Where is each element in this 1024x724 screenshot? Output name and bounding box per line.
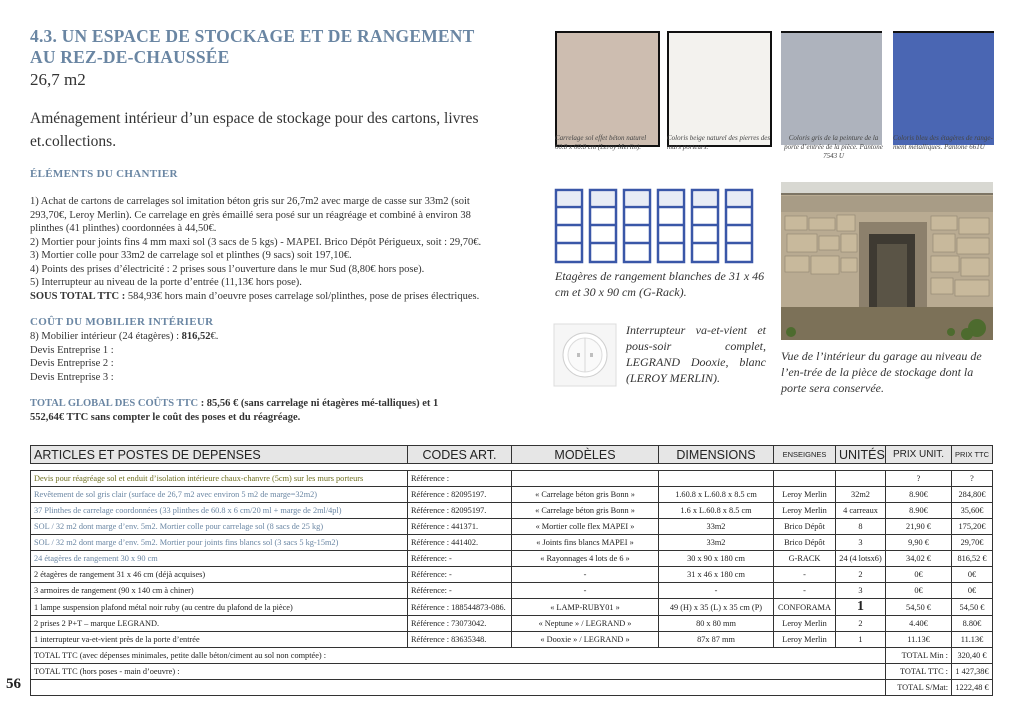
code-cell: Référence : 441402. <box>408 535 512 551</box>
total-value: 320,40 € <box>952 648 993 664</box>
article-cell: 2 prises 2 P+T – marque LEGRAND. <box>31 616 408 632</box>
unit-price-cell: ? <box>886 471 952 487</box>
dimension-cell: 80 x 80 mm <box>659 616 774 632</box>
chantier-item-1: 1) Achat de cartons de carrelages sol imitation béton gris sur 26,7m2 avec marge de casse sur 33m2 (soit 293,70€, Leroy Merlin). Ce carrelage en grès émaillé sera posé sur un réagréage et combiné à environ 38 plinthes (41 plinthes) coordonnées à 44,50€. <box>30 196 471 234</box>
unit-price-cell: 54,50 € <box>886 599 952 616</box>
store-cell: G-RACK <box>774 551 836 567</box>
devis-3: Devis Entreprise 3 : <box>30 371 114 383</box>
dimension-cell: 33m2 <box>659 519 774 535</box>
total-value: 1 427,38€ <box>952 664 993 680</box>
unit-price-cell: 8.90€ <box>886 503 952 519</box>
units-cell: 1 <box>836 599 886 616</box>
page-title: 4.3. UN ESPACE DE STOCKAGE ET DE RANGEMENT AU REZ-DE-CHAUSSÉE <box>30 26 475 67</box>
swatch-door-grey <box>781 31 882 145</box>
chantier-item-4: 4) Points des prises d’électricité : 2 prises sous l’ouverture dans le mur Sud (8,80€ hors pose). <box>30 263 425 275</box>
unit-price-cell: 0€ <box>886 567 952 583</box>
article-cell: Revêtement de sol gris clair (surface de 26,7 m2 avec environ 5 m2 de marge=32m2) <box>31 487 408 503</box>
article-cell: 3 armoires de rangement (90 x 140 cm à chiner) <box>31 583 408 599</box>
mobilier-item-8 <box>30 330 495 344</box>
table-gap <box>31 464 993 471</box>
total-label: TOTAL TTC (avec dépenses minimales, petite dalle béton/ciment au sol non comptée) : <box>31 648 886 664</box>
header-models: MODÈLES <box>512 446 659 464</box>
price-cell: 816,52 € <box>952 551 993 567</box>
header-stores: ENSEIGNES <box>774 446 836 464</box>
units-cell: 4 carreaux <box>836 503 886 519</box>
chantier-item-2: 2) Mortier pour joints fins 4 mm maxi sol (3 sacs de 5 kgs) - MAPEI. Brico Dépôt Périgueux, soit : 29,70€. <box>30 236 482 248</box>
article-cell: 24 étagères de rangement 30 x 90 cm <box>31 551 408 567</box>
table-row <box>31 503 993 519</box>
devis-2: Devis Entreprise 2 : <box>30 358 114 369</box>
model-cell: - <box>512 567 659 583</box>
article-cell: SOL / 32 m2 dont marge d’env. 5m2. Mortier colle pour carrelage sol (8 sacs de 25 kg) <box>31 519 408 535</box>
store-cell: Leroy Merlin <box>774 632 836 648</box>
store-cell: - <box>774 567 836 583</box>
table-row <box>31 632 993 648</box>
units-cell: 32m2 <box>836 487 886 503</box>
store-cell: Brico Dépôt <box>774 535 836 551</box>
dimension-cell: 31 x 46 x 180 cm <box>659 567 774 583</box>
price-cell: 29,70€ <box>952 535 993 551</box>
switch-image <box>553 323 617 387</box>
model-cell: - <box>512 583 659 599</box>
model-cell: « Dooxie » / LEGRAND » <box>512 632 659 648</box>
article-cell: 1 lampe suspension plafond métal noir ruby (au centre du plafond de la pièce) <box>31 599 408 616</box>
article-cell: 2 étagères de rangement 31 x 46 cm (déjà acquises) <box>31 567 408 583</box>
mobilier-title: COÛT DU MOBILIER INTÉRIEUR <box>30 316 214 328</box>
code-cell: Référence: - <box>408 551 512 567</box>
table-row <box>31 616 993 632</box>
swatch-stone <box>667 31 772 147</box>
table-row <box>31 487 993 503</box>
unit-price-cell: 0€ <box>886 583 952 599</box>
table-row <box>31 583 993 599</box>
model-cell: « Carrelage béton gris Bonn » <box>512 487 659 503</box>
price-cell: 175,20€ <box>952 519 993 535</box>
unit-price-cell: 21,90 € <box>886 519 952 535</box>
table-header <box>31 446 993 464</box>
price-cell: 8.80€ <box>952 616 993 632</box>
store-cell: Leroy Merlin <box>774 616 836 632</box>
units-cell: 3 <box>836 535 886 551</box>
units-cell: 2 <box>836 567 886 583</box>
dimension-cell: - <box>659 583 774 599</box>
code-cell: Référence : 83635348. <box>408 632 512 648</box>
units-cell: 1 <box>836 632 886 648</box>
article-cell: SOL / 32 m2 dont marge d’env. 5m2. Mortier pour joints fins blancs sol (3 sacs 5 kg-15m2) <box>31 535 408 551</box>
article-cell: Devis pour réagréage sol et enduit d’isolation intérieure chaux-chanvre (5cm) sur les murs porteurs <box>31 471 408 487</box>
swatch-caption-3: Coloris gris de la peinture de la porte d’entrée de la pièce. Pantone 7543 U <box>784 134 883 160</box>
intro-text: Aménagement intérieur d’un espace de stockage pour des cartons, livres et.collections. <box>30 110 479 150</box>
code-cell: Référence : 82095197. <box>408 503 512 519</box>
chantier-subtotal <box>30 290 495 304</box>
unit-price-cell: 11.13€ <box>886 632 952 648</box>
header-price: PRIX TTC <box>952 446 993 464</box>
store-cell: CONFORAMA <box>774 599 836 616</box>
total-row <box>31 648 993 664</box>
unit-price-cell: 9,90 € <box>886 535 952 551</box>
mobilier-list <box>30 330 495 384</box>
price-cell: 0€ <box>952 583 993 599</box>
article-cell: 37 Plinthes de carrelage coordonnées (33 plinthes de 60.8 x 6 cm/20 ml + marge de 2ml/4pl) <box>31 503 408 519</box>
shelves-caption: Etagères de rangement blanches de 31 x 46 cm et 30 x 90 cm (G-Rack). <box>555 269 765 299</box>
total-price-label: TOTAL Min : <box>886 648 952 664</box>
devis-1: Devis Entreprise 1 : <box>30 344 114 356</box>
code-cell: Référence: - <box>408 583 512 599</box>
code-cell: Référence: - <box>408 567 512 583</box>
total-global-text: : 85,56 € (sans carrelage ni étagères mé-talliques) et 1 552,64€ TTC sans compter le coût des poses et du réagréage. <box>30 398 439 423</box>
total-value: 1222,48 € <box>952 680 993 696</box>
store-cell: Brico Dépôt <box>774 519 836 535</box>
garage-caption: Vue de l’intérieur du garage au niveau de l’en-trée de la pièce de stockage dont la porte sera conservée. <box>781 349 982 395</box>
dimension-cell: 30 x 90 x 180 cm <box>659 551 774 567</box>
chantier-title: ÉLÉMENTS DU CHANTIER <box>30 168 178 180</box>
dimension-cell: 33m2 <box>659 535 774 551</box>
swatch-tile <box>555 31 660 147</box>
shelving-image <box>553 185 765 265</box>
code-cell: Référence : 188544873-086. <box>408 599 512 616</box>
store-cell: - <box>774 583 836 599</box>
swatch-caption-1: Carrelage sol effet béton naturel 60.8 x 60.8 cm (Leroy Merlin). <box>555 134 647 151</box>
total-global <box>30 397 450 425</box>
page-number: 56 <box>6 676 21 692</box>
dimension-cell: 87x 87 mm <box>659 632 774 648</box>
expenses-table <box>30 445 993 696</box>
table-row <box>31 567 993 583</box>
units-cell: 24 (4 lotsx6) <box>836 551 886 567</box>
table-row <box>31 599 993 616</box>
model-cell <box>512 471 659 487</box>
unit-price-cell: 34,02 € <box>886 551 952 567</box>
code-cell: Référence : 441371. <box>408 519 512 535</box>
unit-price-cell: 8.90€ <box>886 487 952 503</box>
swatch-shelf-blue <box>893 31 994 145</box>
garage-photo <box>781 182 993 340</box>
total-global-label: TOTAL GLOBAL DES COÛTS TTC <box>30 398 199 409</box>
units-cell: 3 <box>836 583 886 599</box>
code-cell: Référence : 73073042. <box>408 616 512 632</box>
price-cell: 11.13€ <box>952 632 993 648</box>
dimension-cell: 49 (H) x 35 (L) x 35 cm (P) <box>659 599 774 616</box>
swatch-caption-2: Coloris beige naturel des pierres des murs porteurs. <box>667 134 771 151</box>
model-cell: « Rayonnages 4 lots de 6 » <box>512 551 659 567</box>
total-price-label: TOTAL TTC : <box>886 664 952 680</box>
subtotal-label: SOUS TOTAL TTC : <box>30 290 126 302</box>
model-cell: « Joints fins blancs MAPEI » <box>512 535 659 551</box>
table-row <box>31 535 993 551</box>
price-cell: 284,80€ <box>952 487 993 503</box>
units-cell <box>836 471 886 487</box>
header-units: UNITÉS <box>836 446 886 464</box>
unit-price-cell: 4.40€ <box>886 616 952 632</box>
model-cell: « Mortier colle flex MAPEI » <box>512 519 659 535</box>
header-dimensions: DIMENSIONS <box>659 446 774 464</box>
total-row <box>31 664 993 680</box>
total-price-label: TOTAL S/Mat: <box>886 680 952 696</box>
swatch-caption-4: Coloris bleu des étagères de range-ment métalliques. Pantone 661U <box>893 134 993 151</box>
price-cell: 54,50 € <box>952 599 993 616</box>
model-cell: « Neptune » / LEGRAND » <box>512 616 659 632</box>
units-cell: 8 <box>836 519 886 535</box>
total-label <box>31 680 886 696</box>
table-row <box>31 551 993 567</box>
dimension-cell <box>659 471 774 487</box>
dimension-cell: 1.6 x L.60.8 x 8.5 cm <box>659 503 774 519</box>
dimension-cell: 1.60.8 x L.60.8 x 8.5 cm <box>659 487 774 503</box>
total-label: TOTAL TTC (hors poses - main d’oeuvre) : <box>31 664 886 680</box>
store-cell: Leroy Merlin <box>774 503 836 519</box>
chantier-item-5: 5) Interrupteur au niveau de la porte d’entrée (11,13€ hors pose). <box>30 277 302 288</box>
mobilier-item-8-text: 8) Mobilier intérieur (24 étagères) : <box>30 331 182 342</box>
chantier-item-3: 3) Mortier colle pour 33m2 de carrelage sol et plinthes (9 sacs) soit 197,10€. <box>30 250 352 261</box>
price-cell: 0€ <box>952 567 993 583</box>
price-cell: 35,60€ <box>952 503 993 519</box>
area-value: 26,7 m2 <box>30 70 86 89</box>
units-cell: 2 <box>836 616 886 632</box>
table-row <box>31 471 993 487</box>
model-cell: « LAMP-RUBY01 » <box>512 599 659 616</box>
table-row <box>31 519 993 535</box>
article-cell: 1 interrupteur va-et-vient près de la porte d’entrée <box>31 632 408 648</box>
store-cell: Leroy Merlin <box>774 487 836 503</box>
total-row <box>31 680 993 696</box>
header-unit-price: PRIX UNIT. <box>886 446 952 464</box>
model-cell: « Carrelage béton gris Bonn » <box>512 503 659 519</box>
subtotal-text: 584,93€ hors main d’oeuvre poses carrelage sol/plinthes, pose de prises électriques. <box>125 290 480 302</box>
price-cell: ? <box>952 471 993 487</box>
switch-caption: Interrupteur va-et-vient et pous-soir complet, LEGRAND Dooxie, blanc (LEROY MERLIN). <box>626 323 766 385</box>
header-articles: ARTICLES ET POSTES DE DEPENSES <box>31 446 408 464</box>
code-cell: Référence : 82095197. <box>408 487 512 503</box>
mobilier-item-8-value: 816,52 <box>181 331 211 342</box>
mobilier-item-8-suffix: €. <box>210 331 219 342</box>
store-cell <box>774 471 836 487</box>
header-codes: CODES ART. <box>408 446 512 464</box>
code-cell: Référence : <box>408 471 512 487</box>
chantier-list <box>30 195 495 303</box>
